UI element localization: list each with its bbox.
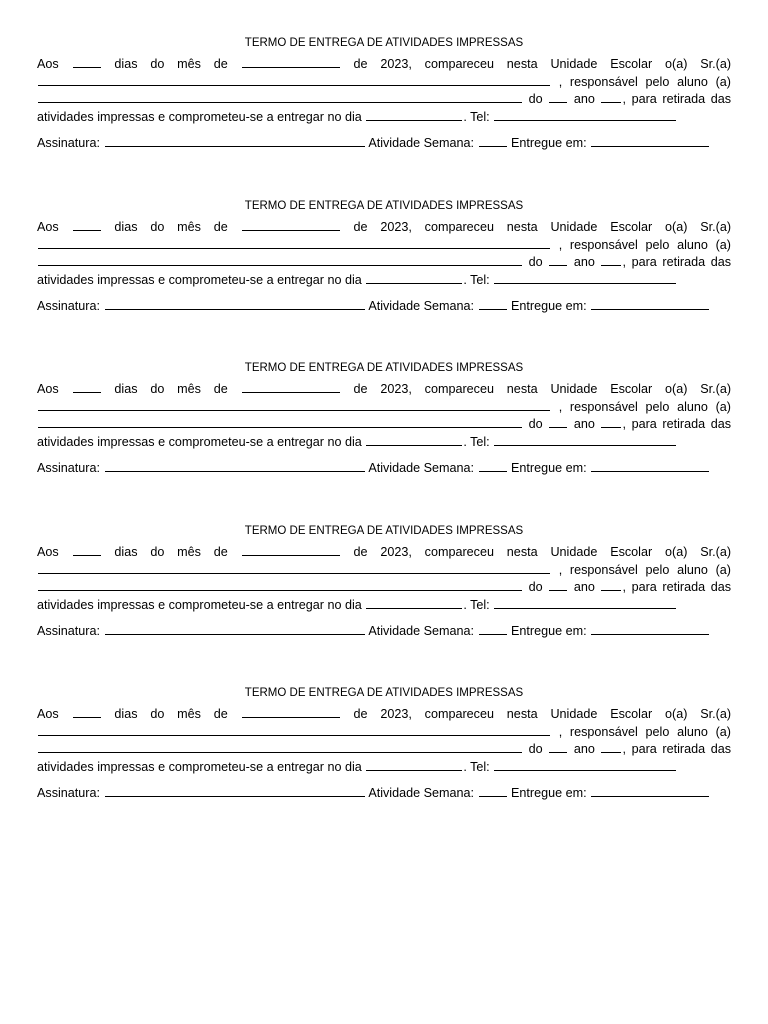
text-de-2023: de 2023, compareceu nesta Unidade Escolar o(a) Sr.(a) bbox=[353, 545, 731, 559]
text-aos: Aos bbox=[37, 57, 59, 71]
grade-field[interactable] bbox=[549, 415, 567, 428]
delivery-date-field[interactable] bbox=[366, 758, 462, 771]
signature-line bbox=[37, 459, 731, 477]
day-field[interactable] bbox=[73, 380, 101, 393]
text-de-2023: de 2023, compareceu nesta Unidade Escolar o(a) Sr.(a) bbox=[353, 57, 731, 71]
form-line-3 bbox=[37, 578, 731, 596]
text-atividade-semana: Atividade Semana: bbox=[368, 786, 475, 801]
form-title: TERMO DE ENTREGA DE ATIVIDADES IMPRESSAS bbox=[244, 525, 524, 537]
form-line-4 bbox=[37, 596, 731, 614]
form-line-3 bbox=[37, 415, 731, 433]
text-responsavel: , responsável pelo aluno (a) bbox=[558, 399, 731, 414]
grade-field[interactable] bbox=[549, 90, 567, 103]
form-line-2 bbox=[37, 398, 731, 416]
text-atividade-semana: Atividade Semana: bbox=[368, 136, 475, 151]
text-responsavel: , responsável pelo aluno (a) bbox=[558, 724, 731, 739]
class-field[interactable] bbox=[601, 740, 621, 753]
class-field[interactable] bbox=[601, 578, 621, 591]
guardian-name-field[interactable] bbox=[38, 73, 550, 86]
form-line-3 bbox=[37, 740, 731, 758]
delivery-form bbox=[37, 361, 731, 477]
form-line-4 bbox=[37, 271, 731, 289]
returned-date-field[interactable] bbox=[591, 784, 709, 797]
text-aos: Aos bbox=[37, 707, 59, 721]
student-name-field[interactable] bbox=[38, 415, 522, 428]
month-field[interactable] bbox=[242, 380, 340, 393]
grade-field[interactable] bbox=[549, 740, 567, 753]
week-field[interactable] bbox=[479, 297, 507, 310]
form-title: TERMO DE ENTREGA DE ATIVIDADES IMPRESSAS bbox=[244, 37, 524, 49]
form-body bbox=[37, 55, 731, 125]
returned-date-field[interactable] bbox=[591, 134, 709, 147]
month-field[interactable] bbox=[242, 543, 340, 556]
text-entregue-em: Entregue em: bbox=[511, 461, 587, 476]
signature-line bbox=[37, 622, 731, 640]
signature-field[interactable] bbox=[105, 134, 365, 147]
day-field[interactable] bbox=[73, 705, 101, 718]
student-name-field[interactable] bbox=[38, 90, 522, 103]
delivery-date-field[interactable] bbox=[366, 271, 462, 284]
text-ano: ano bbox=[573, 417, 595, 432]
month-field[interactable] bbox=[242, 55, 340, 68]
form-line-4 bbox=[37, 758, 731, 776]
signature-line bbox=[37, 134, 731, 152]
form-title: TERMO DE ENTREGA DE ATIVIDADES IMPRESSAS bbox=[244, 687, 524, 699]
text-dias-do-mes: dias do mês de bbox=[114, 707, 228, 721]
student-name-field[interactable] bbox=[38, 578, 522, 591]
text-aos: Aos bbox=[37, 382, 59, 396]
text-assinatura: Assinatura: bbox=[37, 461, 100, 476]
class-field[interactable] bbox=[601, 90, 621, 103]
form-line-2 bbox=[37, 236, 731, 254]
text-do: do bbox=[528, 417, 543, 432]
text-para-retirada: , para retirada das bbox=[622, 417, 731, 432]
form-body bbox=[37, 218, 731, 288]
text-de-2023: de 2023, compareceu nesta Unidade Escolar o(a) Sr.(a) bbox=[353, 220, 731, 234]
day-field[interactable] bbox=[73, 218, 101, 231]
week-field[interactable] bbox=[479, 622, 507, 635]
text-atividades: atividades impressas e comprometeu-se a entregar no dia bbox=[37, 272, 362, 287]
phone-field[interactable] bbox=[494, 758, 676, 771]
text-de-2023: de 2023, compareceu nesta Unidade Escolar o(a) Sr.(a) bbox=[353, 707, 731, 721]
form-line-2 bbox=[37, 73, 731, 91]
week-field[interactable] bbox=[479, 134, 507, 147]
form-line-3 bbox=[37, 253, 731, 271]
text-assinatura: Assinatura: bbox=[37, 136, 100, 151]
signature-field[interactable] bbox=[105, 784, 365, 797]
week-field[interactable] bbox=[479, 459, 507, 472]
form-line-1 bbox=[37, 543, 731, 561]
form-body bbox=[37, 705, 731, 775]
text-atividades: atividades impressas e comprometeu-se a entregar no dia bbox=[37, 597, 362, 612]
text-atividades: atividades impressas e comprometeu-se a entregar no dia bbox=[37, 109, 362, 124]
text-atividades: atividades impressas e comprometeu-se a entregar no dia bbox=[37, 434, 362, 449]
text-assinatura: Assinatura: bbox=[37, 624, 100, 639]
grade-field[interactable] bbox=[549, 578, 567, 591]
month-field[interactable] bbox=[242, 218, 340, 231]
grade-field[interactable] bbox=[549, 253, 567, 266]
signature-field[interactable] bbox=[105, 459, 365, 472]
guardian-name-field[interactable] bbox=[38, 723, 550, 736]
student-name-field[interactable] bbox=[38, 253, 522, 266]
week-field[interactable] bbox=[479, 784, 507, 797]
text-aos: Aos bbox=[37, 220, 59, 234]
guardian-name-field[interactable] bbox=[38, 236, 550, 249]
returned-date-field[interactable] bbox=[591, 622, 709, 635]
text-ano: ano bbox=[573, 255, 595, 270]
text-tel: . Tel: bbox=[463, 109, 490, 124]
text-para-retirada: , para retirada das bbox=[622, 92, 731, 107]
text-responsavel: , responsável pelo aluno (a) bbox=[558, 74, 731, 89]
text-para-retirada: , para retirada das bbox=[622, 742, 731, 757]
signature-field[interactable] bbox=[105, 297, 365, 310]
form-body bbox=[37, 543, 731, 613]
phone-field[interactable] bbox=[494, 108, 676, 121]
month-field[interactable] bbox=[242, 705, 340, 718]
text-assinatura: Assinatura: bbox=[37, 299, 100, 314]
returned-date-field[interactable] bbox=[591, 297, 709, 310]
class-field[interactable] bbox=[601, 415, 621, 428]
returned-date-field[interactable] bbox=[591, 459, 709, 472]
text-do: do bbox=[528, 580, 543, 595]
student-name-field[interactable] bbox=[38, 740, 522, 753]
form-line-2 bbox=[37, 561, 731, 579]
text-ano: ano bbox=[573, 580, 595, 595]
text-do: do bbox=[528, 742, 543, 757]
delivery-form bbox=[37, 524, 731, 640]
text-atividade-semana: Atividade Semana: bbox=[368, 461, 475, 476]
text-dias-do-mes: dias do mês de bbox=[114, 220, 228, 234]
form-body bbox=[37, 380, 731, 450]
text-aos: Aos bbox=[37, 545, 59, 559]
day-field[interactable] bbox=[73, 55, 101, 68]
signature-line bbox=[37, 297, 731, 315]
text-responsavel: , responsável pelo aluno (a) bbox=[558, 562, 731, 577]
text-atividade-semana: Atividade Semana: bbox=[368, 299, 475, 314]
text-ano: ano bbox=[573, 742, 595, 757]
form-line-1 bbox=[37, 705, 731, 723]
text-do: do bbox=[528, 92, 543, 107]
form-title: TERMO DE ENTREGA DE ATIVIDADES IMPRESSAS bbox=[244, 362, 524, 374]
delivery-form bbox=[37, 36, 731, 152]
text-entregue-em: Entregue em: bbox=[511, 786, 587, 801]
text-atividades: atividades impressas e comprometeu-se a entregar no dia bbox=[37, 759, 362, 774]
text-do: do bbox=[528, 255, 543, 270]
delivery-date-field[interactable] bbox=[366, 433, 462, 446]
signature-line bbox=[37, 784, 731, 802]
phone-field[interactable] bbox=[494, 271, 676, 284]
delivery-date-field[interactable] bbox=[366, 108, 462, 121]
text-para-retirada: , para retirada das bbox=[622, 580, 731, 595]
form-line-4 bbox=[37, 433, 731, 451]
signature-field[interactable] bbox=[105, 622, 365, 635]
text-atividade-semana: Atividade Semana: bbox=[368, 624, 475, 639]
text-dias-do-mes: dias do mês de bbox=[114, 57, 228, 71]
text-tel: . Tel: bbox=[463, 272, 490, 287]
form-line-1 bbox=[37, 218, 731, 236]
text-entregue-em: Entregue em: bbox=[511, 136, 587, 151]
phone-field[interactable] bbox=[494, 596, 676, 609]
text-de-2023: de 2023, compareceu nesta Unidade Escolar o(a) Sr.(a) bbox=[353, 382, 731, 396]
form-line-3 bbox=[37, 90, 731, 108]
class-field[interactable] bbox=[601, 253, 621, 266]
form-line-4 bbox=[37, 108, 731, 126]
form-title: TERMO DE ENTREGA DE ATIVIDADES IMPRESSAS bbox=[244, 200, 524, 212]
text-assinatura: Assinatura: bbox=[37, 786, 100, 801]
day-field[interactable] bbox=[73, 543, 101, 556]
text-tel: . Tel: bbox=[463, 597, 490, 612]
text-entregue-em: Entregue em: bbox=[511, 624, 587, 639]
delivery-form bbox=[37, 686, 731, 802]
text-entregue-em: Entregue em: bbox=[511, 299, 587, 314]
form-line-2 bbox=[37, 723, 731, 741]
delivery-form bbox=[37, 199, 731, 315]
text-tel: . Tel: bbox=[463, 759, 490, 774]
text-responsavel: , responsável pelo aluno (a) bbox=[558, 237, 731, 252]
phone-field[interactable] bbox=[494, 433, 676, 446]
text-ano: ano bbox=[573, 92, 595, 107]
delivery-date-field[interactable] bbox=[366, 596, 462, 609]
text-dias-do-mes: dias do mês de bbox=[114, 545, 228, 559]
guardian-name-field[interactable] bbox=[38, 398, 550, 411]
guardian-name-field[interactable] bbox=[38, 561, 550, 574]
text-para-retirada: , para retirada das bbox=[622, 255, 731, 270]
text-tel: . Tel: bbox=[463, 434, 490, 449]
text-dias-do-mes: dias do mês de bbox=[114, 382, 228, 396]
form-line-1 bbox=[37, 380, 731, 398]
form-line-1 bbox=[37, 55, 731, 73]
